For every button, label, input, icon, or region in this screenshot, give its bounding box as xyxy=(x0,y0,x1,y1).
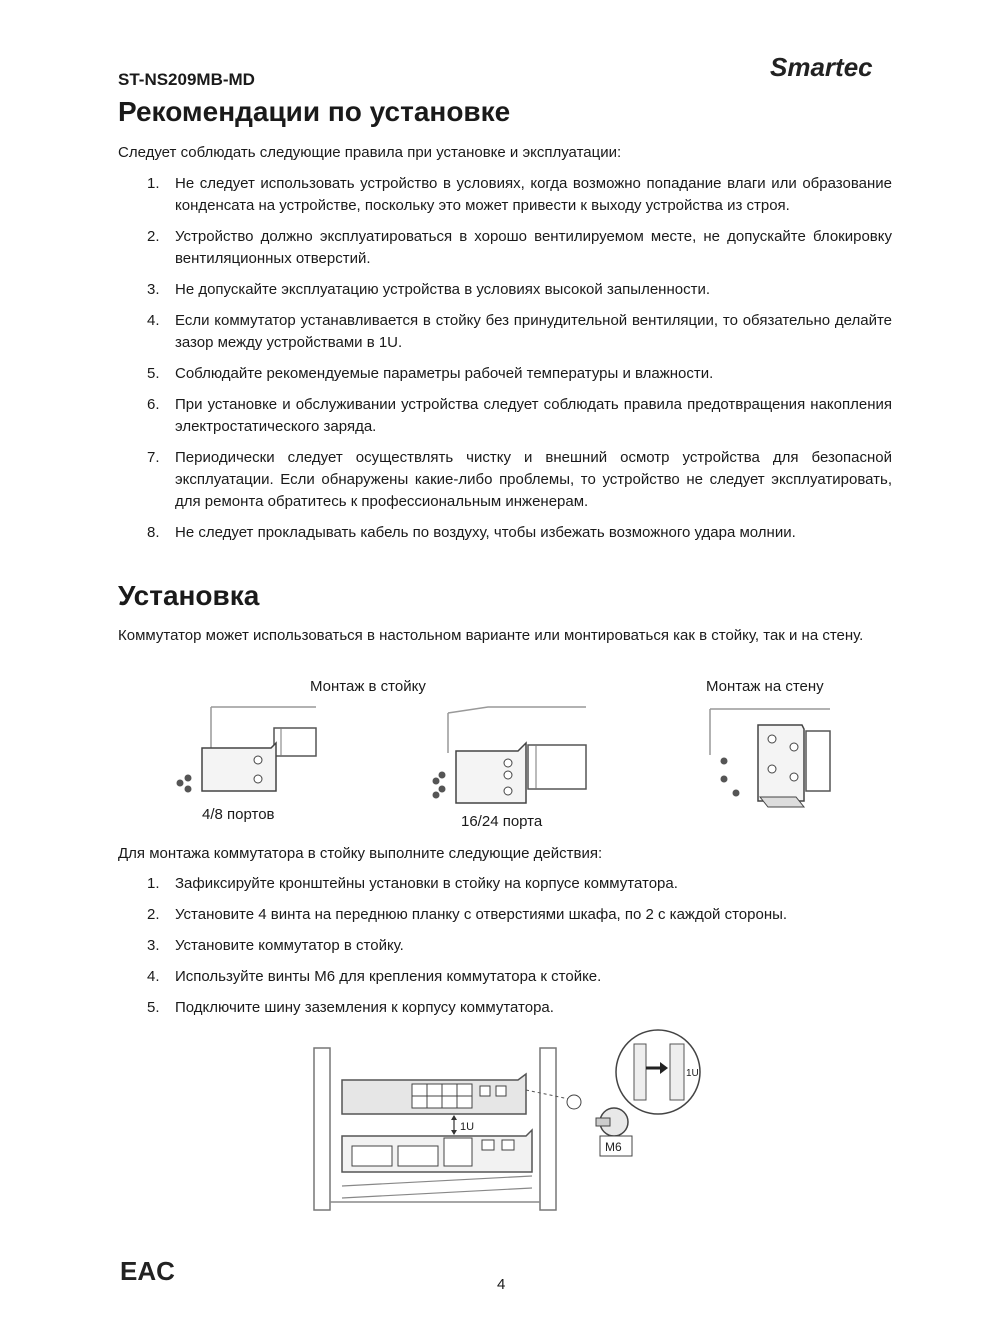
list-item xyxy=(118,873,892,895)
list-item-number: 4. xyxy=(147,312,160,329)
list-item-number: 1. xyxy=(147,175,160,192)
list-item-number: 6. xyxy=(147,396,160,413)
list-item xyxy=(118,966,892,988)
rack-installation-diagram xyxy=(312,1026,712,1212)
svg-text:Smartec: Smartec xyxy=(770,52,873,82)
svg-text:1U: 1U xyxy=(460,1121,475,1133)
list-item-text: Установите коммутатор в стойку. xyxy=(175,937,404,954)
page-number: 4 xyxy=(497,1276,506,1293)
list-item xyxy=(118,997,892,1019)
list-item xyxy=(118,226,892,270)
svg-text:1U: 1U xyxy=(686,1068,699,1079)
list-item-text: Установите 4 винта на переднюю планку с отверстиями шкафа, по 2 с каждой стороны. xyxy=(175,906,788,923)
list-item-text: Не следует прокладывать кабель по воздуху, чтобы избежать возможного удара молнии. xyxy=(175,524,796,541)
list-item-number: 5. xyxy=(147,999,160,1016)
smartec-logo xyxy=(768,46,896,90)
list-item-text: Не допускайте эксплуатацию устройства в условиях высокой запыленности. xyxy=(175,281,710,298)
list-item-number: 7. xyxy=(147,449,160,466)
steps-intro: Для монтажа коммутатора в стойку выполните следующие действия: xyxy=(118,845,603,862)
svg-text:M6: M6 xyxy=(605,1140,622,1154)
caption-4-8-ports: 4/8 портов xyxy=(202,806,275,823)
list-item-number: 4. xyxy=(147,968,160,985)
list-item xyxy=(118,447,892,513)
list-item xyxy=(118,363,892,385)
section-title-installation: Установка xyxy=(118,580,260,611)
list-item xyxy=(118,310,892,354)
recommendations-list xyxy=(118,173,892,553)
recommendations-intro: Следует соблюдать следующие правила при установке и эксплуатации: xyxy=(118,144,622,161)
figure-rack-mount-4-8 xyxy=(166,703,318,801)
list-item-number: 3. xyxy=(147,937,160,954)
list-item xyxy=(118,935,892,957)
list-item-number: 5. xyxy=(147,365,160,382)
list-item-number: 3. xyxy=(147,281,160,298)
model-name: ST-NS209MB-MD xyxy=(118,70,255,89)
list-item-text: Подключите шину заземления к корпусу коммутатора. xyxy=(175,999,554,1016)
rack-mount-steps xyxy=(118,873,892,1028)
list-item xyxy=(118,173,892,217)
caption-16-24-ports: 16/24 порта xyxy=(461,813,543,830)
list-item xyxy=(118,279,892,301)
list-item-number: 1. xyxy=(147,875,160,892)
list-item-number: 2. xyxy=(147,906,160,923)
list-item xyxy=(118,394,892,438)
list-item-text: При установке и обслуживании устройства следует соблюдать правила предотвращения накопления электростатического заряда. xyxy=(175,396,892,435)
installation-intro: Коммутатор может использоваться в настольном варианте или монтироваться как в стойку, так и на стену. xyxy=(118,627,864,644)
list-item xyxy=(118,904,892,926)
list-item-text: Используйте винты M6 для крепления коммутатора к стойке. xyxy=(175,968,602,985)
figure-wall-mount xyxy=(706,703,832,813)
list-item-text: Не следует использовать устройство в условиях, когда возможно попадание влаги или образование конденсата на устройстве, поскольку это может привести к выходу устройства из строя. xyxy=(175,175,892,214)
list-item-number: 2. xyxy=(147,228,160,245)
caption-wall-mount: Монтаж на стену xyxy=(706,678,824,695)
caption-rack-mount: Монтаж в стойку xyxy=(310,678,426,695)
section-title-recommendations: Рекомендации по установке xyxy=(118,96,511,127)
svg-text:EAC: EAC xyxy=(120,1256,175,1286)
list-item-text: Устройство должно эксплуатироваться в хорошо вентилируемом месте, не допускайте блокировку вентиляционных отверстий. xyxy=(175,228,892,267)
list-item-number: 8. xyxy=(147,524,160,541)
eac-mark xyxy=(120,1250,175,1286)
list-item-text: Если коммутатор устанавливается в стойку без принудительной вентиляции, то обязательно делайте зазор между устройствами в 1U. xyxy=(175,312,892,351)
figure-rack-mount-16-24 xyxy=(428,703,588,811)
list-item xyxy=(118,522,892,544)
list-item-text: Зафиксируйте кронштейны установки в стойку на корпусе коммутатора. xyxy=(175,875,678,892)
list-item-text: Соблюдайте рекомендуемые параметры рабочей температуры и влажности. xyxy=(175,365,714,382)
list-item-text: Периодически следует осуществлять чистку и внешний осмотр устройства для безопасной эксплуатации. Если обнаружены какие-либо проблемы, то устройство не следует эксплуатировать, для ремонта обратитесь к профессиональным инженерам. xyxy=(175,449,892,510)
